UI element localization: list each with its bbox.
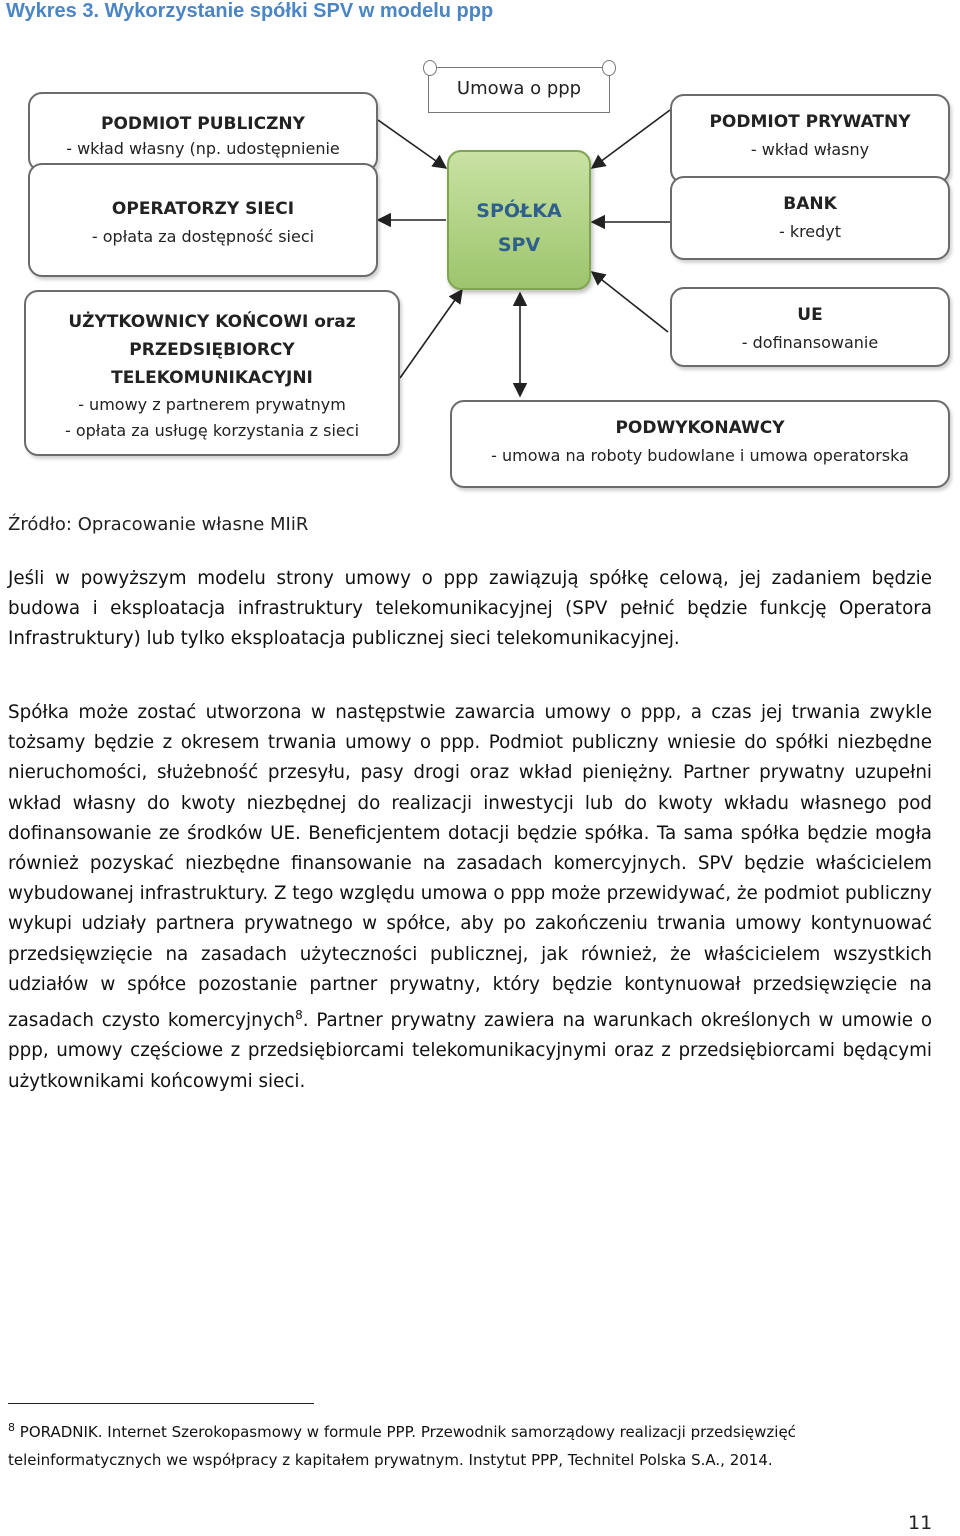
footnote-separator <box>8 1403 314 1404</box>
box-eu <box>670 287 950 367</box>
public-entity-sub: - wkład własny (np. udostępnienie <box>66 139 340 158</box>
users-title-2: PRZEDSIĘBIORCY <box>129 340 295 360</box>
paragraph-2-part-a: Spółka może zostać utworzona w następstwie zawarcia umowy o ppp, a czas jej trwania zwykle tożsamy będzie z okresem trwania umowy o ppp. Podmiot publiczny wniesie do spółki niezbędne nieruchomości, służebność przesyłu, pasy drogi oraz wkład pieniężny. Partner prywatny uzupełni wkład własny do kwoty niezbędnej do realizacji inwestycji lub do kwoty wkładu własnego pod dofinansowanie ze środków UE. Beneficjentem dotacji będzie spółka. Ta sama spółka będzie mogła również pozyskać niezbędne finansowanie na zasadach komercyjnych. SPV będzie właścicielem wybudowanej infrastruktury. Z tego względu umowa o ppp może przewidywać, że podmiot publiczny wykupi udziały partnera prywatnego w spółce, aby po zakończeniu trwania umowy kontynuować przedsięwzięcie na zasadach użyteczności publicznej, jak również, że właścicielem wszystkich udziałów w spółce pozostanie partner prywatny, który będzie kontynuował przedsięwzięcie na zasadach czysto komercyjnych <box>8 702 932 1032</box>
eu-sub: - dofinansowanie <box>741 333 879 352</box>
eu-title: UE <box>797 305 823 325</box>
arrow-eu-spv <box>592 272 668 332</box>
users-title-3: TELEKOMUNIKACYJNI <box>111 368 313 388</box>
bank-title: BANK <box>783 194 837 214</box>
footnote-number: 8 <box>8 1421 15 1434</box>
users-sub-1: - umowy z partnerem prywatnym <box>78 395 346 414</box>
paragraph-2-part-b: . Partner prywatny zawiera na warunkach określonych w umowie o ppp, umowy częściowe z przedsiębiorcami telekomunikacyjnymi oraz z przedsiębiorcami będącymi użytkownikami końcowymi sieci. <box>8 1010 932 1092</box>
box-private-entity <box>670 94 950 184</box>
footnote-text: PORADNIK. Internet Szerokopasmowy w formule PPP. Przewodnik samorządowy realizacji przedsięwzięć teleinformatycznych we współpracy z kapitałem prywatnym. Instytut PPP, Technitel Polska S.A., 2014. <box>8 1423 796 1469</box>
users-title-1: UŻYTKOWNICY KOŃCOWI oraz <box>68 312 356 332</box>
box-bank <box>670 176 950 260</box>
arrow-users-spv <box>400 290 462 378</box>
subcontractors-sub: - umowa na roboty budowlane i umowa operatorska <box>491 446 909 465</box>
arrow-private-spv <box>592 110 670 168</box>
paragraph-2 <box>8 698 932 1097</box>
figure-title: Wykres 3. Wykorzystanie spółki SPV w modelu ppp <box>6 0 494 22</box>
source-note: Źródło: Opracowanie własne MIiR <box>8 514 309 535</box>
box-network-operators <box>28 163 378 277</box>
arrow-public-spv <box>378 120 446 168</box>
spv-line-1: SPÓŁKA <box>476 200 562 222</box>
bank-sub: - kredyt <box>778 222 842 241</box>
operators-title: OPERATORZY SIECI <box>111 199 295 219</box>
paragraph-1: Jeśli w powyższym modelu strony umowy o ppp zawiązują spółkę celową, jej zadaniem będzie budowa i eksploatacja infrastruktury telekomunikacyjnej (SPV pełnić będzie funkcję Operatora Infrastruktury) lub tylko eksploatacja publicznej sieci telekomunikacyjnej. <box>8 568 932 650</box>
private-entity-sub: - wkład własny <box>750 140 870 159</box>
box-public-entity <box>28 92 378 172</box>
footnote <box>8 1414 938 1474</box>
operators-sub: - opłata za dostępność sieci <box>91 227 315 246</box>
users-sub-2: - opłata za usługę korzystania z sieci <box>64 421 360 440</box>
box-end-users <box>24 290 400 456</box>
contract-scroll: Umowa o ppp <box>428 67 610 113</box>
spv-line-2: SPV <box>497 234 541 256</box>
subcontractors-title: PODWYKONAWCY <box>615 418 785 438</box>
page-number: 11 <box>908 1512 933 1534</box>
spv-company-box <box>447 150 591 290</box>
box-subcontractors <box>450 400 950 488</box>
footnote-reference[interactable]: 8 <box>295 1008 303 1023</box>
public-entity-title: PODMIOT PUBLICZNY <box>101 114 305 134</box>
private-entity-title: PODMIOT PRYWATNY <box>709 112 911 132</box>
